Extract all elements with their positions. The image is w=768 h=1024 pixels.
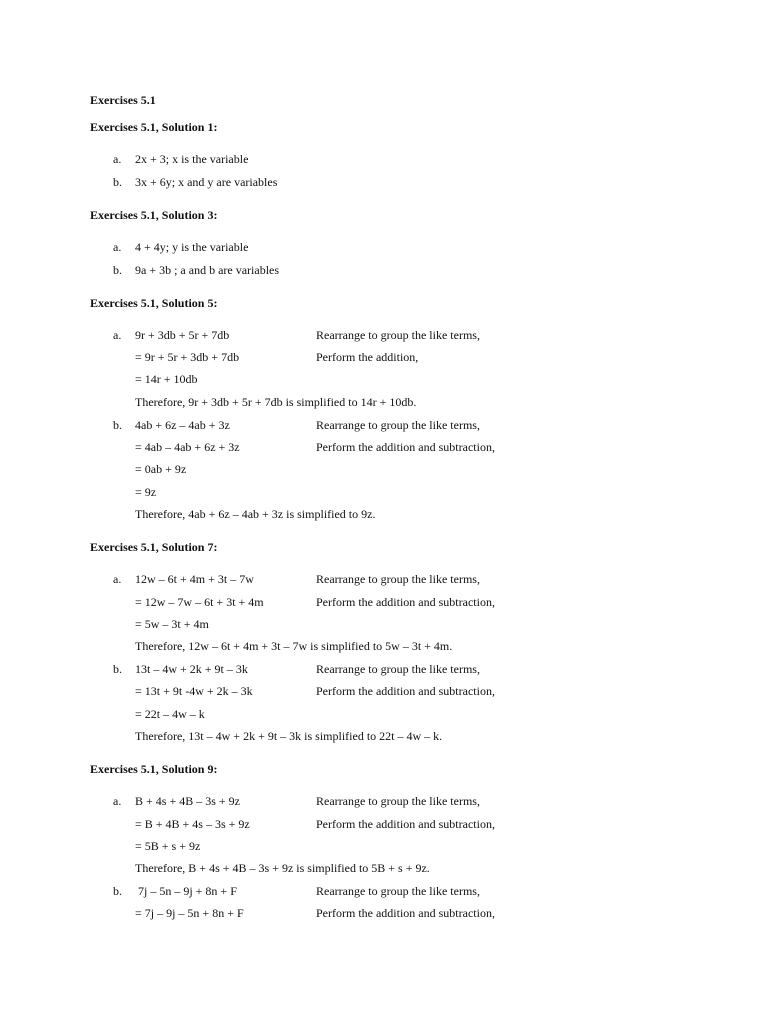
item-letter: b. bbox=[113, 884, 122, 898]
section-heading: Exercises 5.1, Solution 3: bbox=[90, 208, 218, 222]
step-note: Rearrange to group the like terms, bbox=[316, 884, 480, 898]
step-expression: = 14r + 10db bbox=[135, 372, 198, 386]
step-expression: = 12w – 7w – 6t + 3t + 4m bbox=[135, 595, 264, 609]
step-expression: = 5w – 3t + 4m bbox=[135, 617, 209, 631]
item-line: 2x + 3; x is the variable bbox=[135, 152, 249, 166]
section-heading: Exercises 5.1, Solution 5: bbox=[90, 296, 218, 310]
item-line: 3x + 6y; x and y are variables bbox=[135, 175, 278, 189]
step-note: Perform the addition and subtraction, bbox=[316, 906, 495, 920]
step-note: Rearrange to group the like terms, bbox=[316, 794, 480, 808]
item-letter: a. bbox=[113, 152, 122, 166]
item-letter: b. bbox=[113, 175, 122, 189]
conclusion-line: Therefore, 4ab + 6z – 4ab + 3z is simplified to 9z. bbox=[135, 507, 376, 521]
item-letter: b. bbox=[113, 418, 122, 432]
item-letter: b. bbox=[113, 263, 122, 277]
step-expression: = 22t – 4w – k bbox=[135, 707, 205, 721]
item-letter: a. bbox=[113, 328, 122, 342]
step-expression: = 0ab + 9z bbox=[135, 462, 187, 476]
step-expression: = 4ab – 4ab + 6z + 3z bbox=[135, 440, 240, 454]
step-note: Rearrange to group the like terms, bbox=[316, 572, 480, 586]
step-expression: = 13t + 9t -4w + 2k – 3k bbox=[135, 684, 253, 698]
document-title: Exercises 5.1 bbox=[90, 93, 156, 107]
step-expression: = 7j – 9j – 5n + 8n + F bbox=[135, 906, 244, 920]
step-expression: B + 4s + 4B – 3s + 9z bbox=[135, 794, 240, 808]
conclusion-line: Therefore, 13t – 4w + 2k + 9t – 3k is simplified to 22t – 4w – k. bbox=[135, 729, 443, 743]
step-expression: = 9z bbox=[135, 485, 157, 499]
section-heading: Exercises 5.1, Solution 7: bbox=[90, 540, 218, 554]
step-note: Rearrange to group the like terms, bbox=[316, 662, 480, 676]
step-expression: 4ab + 6z – 4ab + 3z bbox=[135, 418, 230, 432]
item-line: 4 + 4y; y is the variable bbox=[135, 240, 249, 254]
section-heading: Exercises 5.1, Solution 1: bbox=[90, 120, 218, 134]
item-letter: a. bbox=[113, 572, 122, 586]
conclusion-line: Therefore, 9r + 3db + 5r + 7db is simplified to 14r + 10db. bbox=[135, 395, 417, 409]
conclusion-line: Therefore, 12w – 6t + 4m + 3t – 7w is simplified to 5w – 3t + 4m. bbox=[135, 639, 453, 653]
item-line: 9a + 3b ; a and b are variables bbox=[135, 263, 280, 277]
conclusion-line: Therefore, B + 4s + 4B – 3s + 9z is simplified to 5B + s + 9z. bbox=[135, 861, 430, 875]
step-note: Perform the addition and subtraction, bbox=[316, 684, 495, 698]
step-note: Perform the addition and subtraction, bbox=[316, 817, 495, 831]
section-heading: Exercises 5.1, Solution 9: bbox=[90, 762, 218, 776]
step-note: Perform the addition and subtraction, bbox=[316, 440, 495, 454]
item-letter: a. bbox=[113, 794, 122, 808]
step-note: Perform the addition, bbox=[316, 350, 419, 364]
step-expression: 13t – 4w + 2k + 9t – 3k bbox=[135, 662, 248, 676]
step-note: Perform the addition and subtraction, bbox=[316, 595, 495, 609]
step-expression: = 5B + s + 9z bbox=[135, 839, 201, 853]
step-expression: 12w – 6t + 4m + 3t – 7w bbox=[135, 572, 254, 586]
step-expression: = B + 4B + 4s – 3s + 9z bbox=[135, 817, 250, 831]
step-expression: 9r + 3db + 5r + 7db bbox=[135, 328, 230, 342]
step-note: Rearrange to group the like terms, bbox=[316, 418, 480, 432]
step-note: Rearrange to group the like terms, bbox=[316, 328, 480, 342]
item-letter: a. bbox=[113, 240, 122, 254]
step-expression: = 9r + 5r + 3db + 7db bbox=[135, 350, 240, 364]
step-expression: 7j – 5n – 9j + 8n + F bbox=[135, 884, 237, 898]
item-letter: b. bbox=[113, 662, 122, 676]
